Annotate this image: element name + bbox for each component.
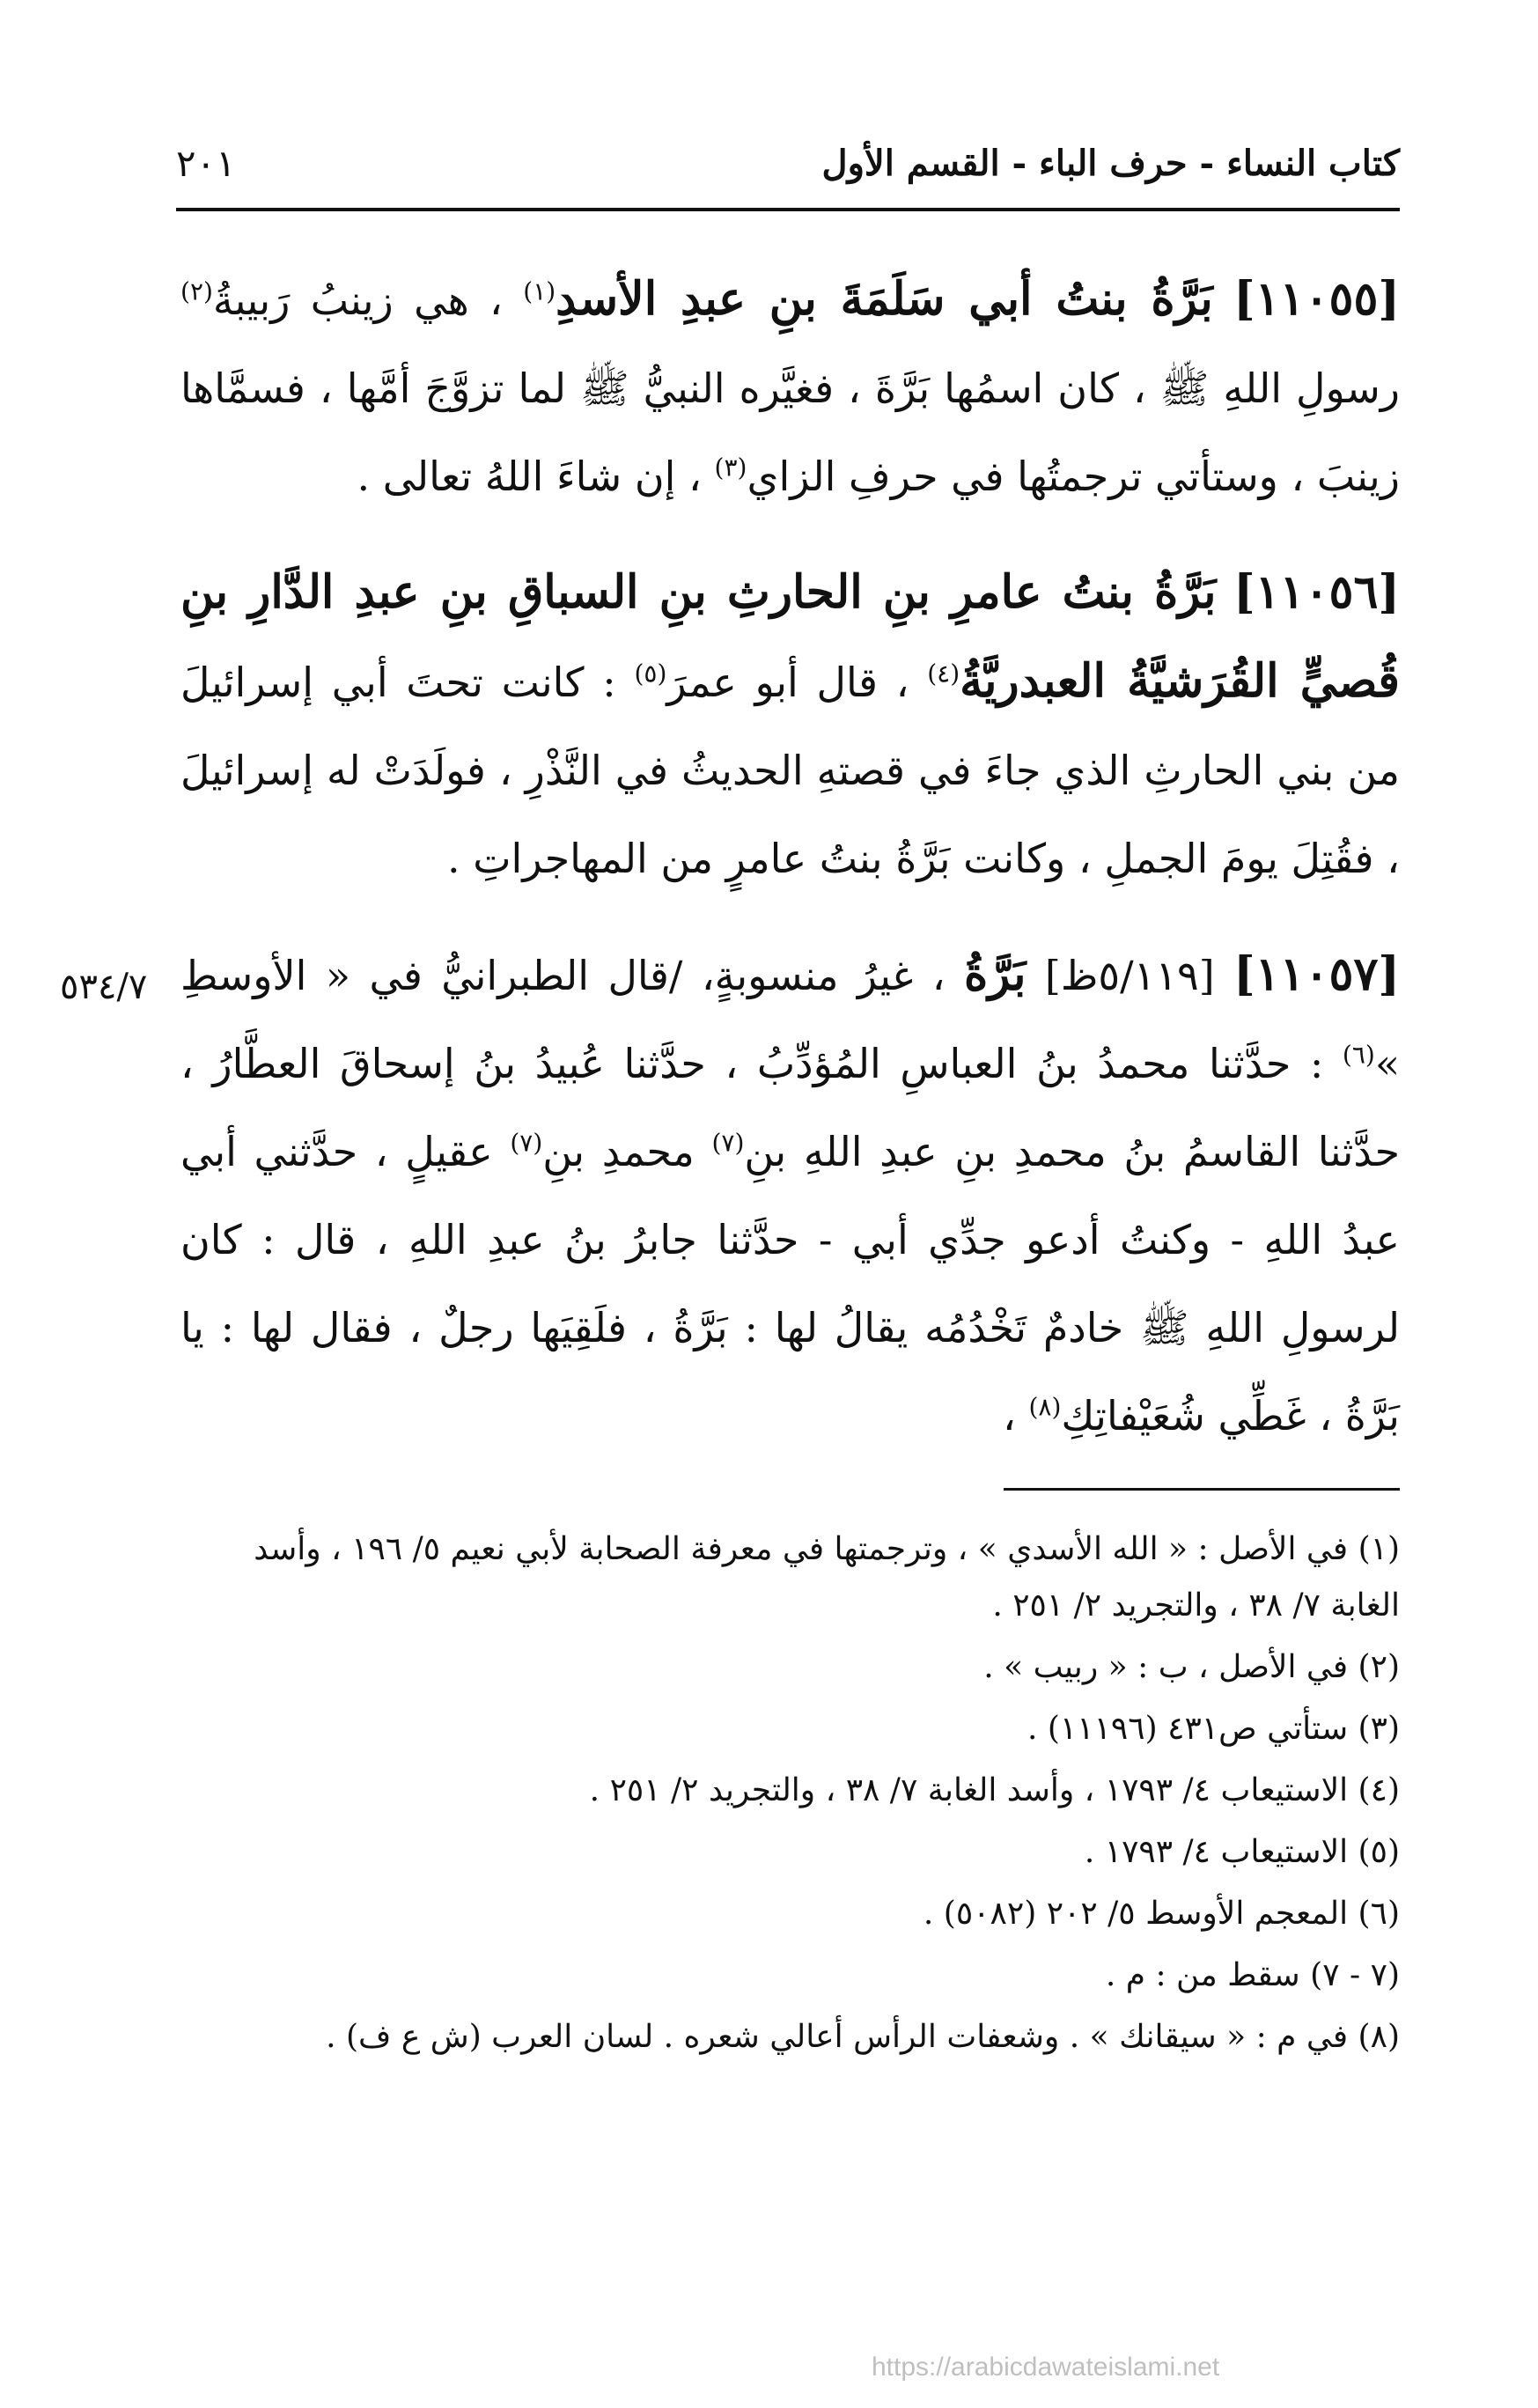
running-title: كتاب النساء - حرف الباء - القسم الأول	[821, 142, 1400, 184]
source-watermark: https://arabicdawateislami.net	[872, 2353, 1220, 2382]
entry-text: : كانت تحتَ أبي إسرائيلَ من بني الحارثِ الذي جاءَ في قصتهِ الحديثُ في النَّذْرِ ، فولَدَتْ له إسرائيلَ ، فقُتِلَ يومَ الجملِ ، وكانت بَرَّةُ بنتُ عامرٍ من المهاجراتِ .	[180, 659, 1400, 882]
footnote: (٢) في الأصل ، ب : « ربيب » .	[983, 1649, 1400, 1685]
entry-text: محمدِ بنِ	[542, 1128, 695, 1175]
note-marker: (٥)	[634, 659, 667, 689]
entry-number: [١١٠٥٥]	[1233, 272, 1400, 326]
note-marker: (١)	[523, 276, 556, 306]
note-marker: (٤)	[927, 659, 960, 689]
entry-number: [١١٠٥٦]	[1233, 565, 1400, 619]
note-marker: (٧)	[510, 1128, 543, 1158]
entry-name: بَرَّةُ بنتُ عامرِ بنِ الحارثِ بنِ السباقِ بنِ عبدِ الدَّارِ بنِ قُصيٍّ القُرَشيَّةُ العبدريَّةُ	[180, 565, 1401, 708]
entry-text: ، إن شاءَ اللهُ تعالى .	[357, 453, 702, 500]
manuscript-ref: [٥/١١٩ظ]	[1044, 952, 1215, 999]
entry-text: ، هي زينبُ رَبيبةُ	[212, 276, 503, 324]
footnote: (٥) الاستيعاب ٤/ ١٧٩٣ .	[1084, 1834, 1400, 1870]
main-text	[180, 255, 1400, 1488]
entry-text: : حدَّثنا محمدُ بنُ العباسِ المُؤدِّبُ ، حدَّثنا عُبيدُ بنُ إسحاقَ العطَّارُ ، حدَّثنا القاسمُ بنُ محمدِ بنِ عبدِ اللهِ بنِ	[180, 1040, 1401, 1175]
footnote: (١) في الأصل : « الله الأسدي » ، وترجمتها في معرفة الصحابة لأبي نعيم ٥/ ١٩٦ ، وأسد الغابة ٧/ ٣٨ ، والتجريد ٢/ ٢٥١ .	[254, 1531, 1400, 1624]
margin-reference: ٥٣٤/٧	[60, 967, 148, 1007]
entry-text: ، قال أبو عمرَ	[666, 659, 909, 706]
note-marker: (٣)	[714, 453, 747, 482]
entry-11056	[180, 549, 1400, 902]
page-header	[176, 132, 1400, 194]
footnote: (٤) الاستيعاب ٤/ ١٧٩٣ ، وأسد الغابة ٧/ ٣٨ ، والتجريد ٢/ ٢٥١ .	[589, 1772, 1400, 1808]
footnotes	[180, 1521, 1400, 2071]
footnote: (٣) ستأتي ص٤٣١ (١١١٩٦) .	[1027, 1711, 1400, 1747]
entry-text: عقيلٍ ، حدَّثني أبي عبدُ اللهِ - وكنتُ أدعو جدِّي أبي - حدَّثنا جابرُ بنُ عبدِ اللهِ ، قال : كان لرسولِ اللهِ ﷺ خادمٌ تَخْدُمُه يقالُ لها : بَرَّةُ ، فلَقِيَها رجلٌ ، فقال لها : يا بَرَّةُ ، غَطِّي شُعَيْفاتِكِ	[180, 1128, 1400, 1440]
entry-11057	[180, 931, 1400, 1460]
entry-name: بَرَّةُ بنتُ أبي سَلَمَةَ بنِ عبدِ الأسدِ	[556, 272, 1213, 326]
header-divider	[176, 208, 1400, 211]
entry-text: رسولِ اللهِ ﷺ ، كان اسمُها بَرَّةَ ، فغيَّره النبيُّ ﷺ لما تزوَّجَ أمَّها ، فسمَّاها زينبَ ، وستأتي ترجمتُها في حرفِ الزاي	[180, 365, 1400, 500]
footnote: (٦) المعجم الأوسط ٥/ ٢٠٢ (٥٠٨٢) .	[923, 1896, 1400, 1932]
footnote-divider	[1004, 1488, 1400, 1491]
entry-number: [١١٠٥٧]	[1233, 947, 1401, 1001]
entry-name: بَرَّةُ	[964, 947, 1027, 1001]
note-marker: (٧)	[711, 1128, 745, 1158]
page-number: ٢٠١	[176, 141, 236, 185]
entry-text: ، غيرُ منسوبةٍ، /قال الطبرانيُّ في « الأوسطِ »	[180, 952, 1400, 1087]
footnote: (٨) في م : « سيقانك » . وشعفات الرأس أعالي شعره . لسان العرب (ش ع ف) .	[326, 2019, 1400, 2055]
note-marker: (٨)	[1028, 1392, 1062, 1422]
entry-11055	[180, 255, 1400, 520]
entry-text: ،	[1002, 1392, 1016, 1440]
note-marker: (٦)	[1342, 1040, 1375, 1070]
note-marker: (٢)	[180, 276, 213, 306]
footnote: (٧ - ٧) سقط من : م .	[1105, 1957, 1400, 1993]
